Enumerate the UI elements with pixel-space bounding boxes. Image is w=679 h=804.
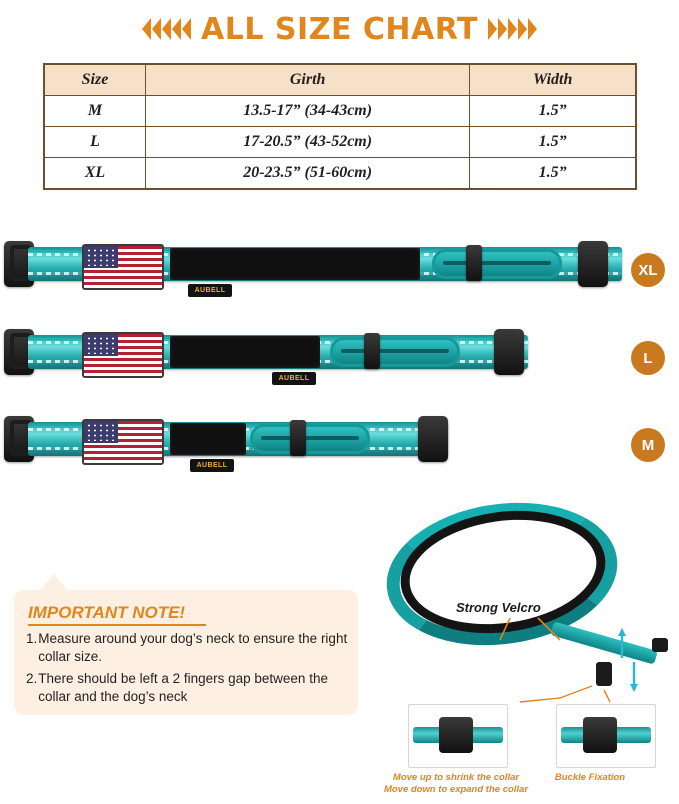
chevron-right-icon: [508, 18, 517, 40]
collar-buckle-right-icon: [578, 241, 608, 287]
cell-width: 1.5”: [470, 96, 636, 127]
cell-width: 1.5”: [470, 127, 636, 158]
list-item-text: Measure around your dog’s neck to ensure the right collar size.: [38, 631, 348, 664]
collar-slider-icon: [364, 333, 380, 369]
adjust-slider-photo: [408, 704, 508, 768]
chevron-left-icon: [172, 18, 181, 40]
header-left-chevrons: [142, 18, 191, 40]
collar-buckle-right-icon: [418, 416, 448, 462]
collar-tail-strap: [550, 621, 658, 664]
collar-image-xl: [0, 225, 679, 305]
adjust-caption-line1: Move up to shrink the collar: [392, 772, 520, 783]
velcro-label: Strong Velcro: [456, 600, 541, 615]
chevron-right-icon: [518, 18, 527, 40]
size-badge-xl: XL: [631, 253, 665, 287]
buckle-fixation-photo: [556, 704, 656, 768]
list-item: [26, 670, 352, 706]
brand-tag: AUBELL: [188, 284, 232, 297]
list-item-text: There should be left a 2 fingers gap between the collar and the dog’s neck: [38, 671, 328, 704]
chevron-left-icon: [152, 18, 161, 40]
collar-buckle-right-icon: [494, 329, 524, 375]
collar-handle: [432, 249, 562, 279]
us-flag-patch-icon: [82, 332, 164, 378]
size-badge-m: M: [631, 428, 665, 462]
cell-girth: 17-20.5” (43-52cm): [145, 127, 469, 158]
chevron-right-icon: [528, 18, 537, 40]
size-chart-table: [44, 64, 636, 189]
chevron-left-icon: [182, 18, 191, 40]
important-note-list: [26, 630, 352, 710]
table-row: [45, 96, 636, 127]
collar-image-m: [0, 400, 679, 480]
important-note-title: IMPORTANT NOTE!: [28, 603, 186, 622]
page-header: [0, 6, 679, 52]
note-callout-tail: [40, 574, 68, 591]
note-title-underline: [28, 624, 206, 626]
list-item-number: 2.: [26, 671, 38, 686]
adjust-caption-line2: Move down to expand the collar: [383, 784, 529, 795]
column-header-width: Width: [470, 65, 636, 96]
table-row: [45, 158, 636, 189]
cell-size: XL: [45, 158, 146, 189]
collar-image-l: [0, 313, 679, 393]
table-row: [45, 127, 636, 158]
table-header-row: [45, 65, 636, 96]
size-chart-table-wrapper: [43, 63, 637, 190]
us-flag-patch-icon: [82, 244, 164, 290]
header-right-chevrons: [488, 18, 537, 40]
chevron-right-icon: [498, 18, 507, 40]
collar-adjustment-diagram: [360, 490, 679, 804]
cell-girth: 20-23.5” (51-60cm): [145, 158, 469, 189]
velcro-panel: [170, 336, 320, 368]
cell-size: M: [45, 96, 146, 127]
chevron-left-icon: [142, 18, 151, 40]
column-header-size: Size: [45, 65, 146, 96]
velcro-panel: [170, 248, 420, 280]
list-item: [26, 630, 352, 666]
chevron-left-icon: [162, 18, 171, 40]
page-title: ALL SIZE CHART: [201, 11, 478, 47]
chevron-right-icon: [488, 18, 497, 40]
column-header-girth: Girth: [145, 65, 469, 96]
velcro-panel: [170, 423, 246, 455]
size-badge-l: L: [631, 341, 665, 375]
cell-size: L: [45, 127, 146, 158]
brand-tag: AUBELL: [272, 372, 316, 385]
collar-handle: [250, 424, 370, 454]
cell-girth: 13.5-17” (34-43cm): [145, 96, 469, 127]
collar-handle: [330, 337, 460, 367]
collar-slider-icon: [290, 420, 306, 456]
list-item-number: 1.: [26, 631, 38, 646]
buckle-fixation-caption: Buckle Fixation: [554, 772, 626, 783]
brand-tag: AUBELL: [190, 459, 234, 472]
us-flag-patch-icon: [82, 419, 164, 465]
cell-width: 1.5”: [470, 158, 636, 189]
collar-slider-icon: [466, 245, 482, 281]
